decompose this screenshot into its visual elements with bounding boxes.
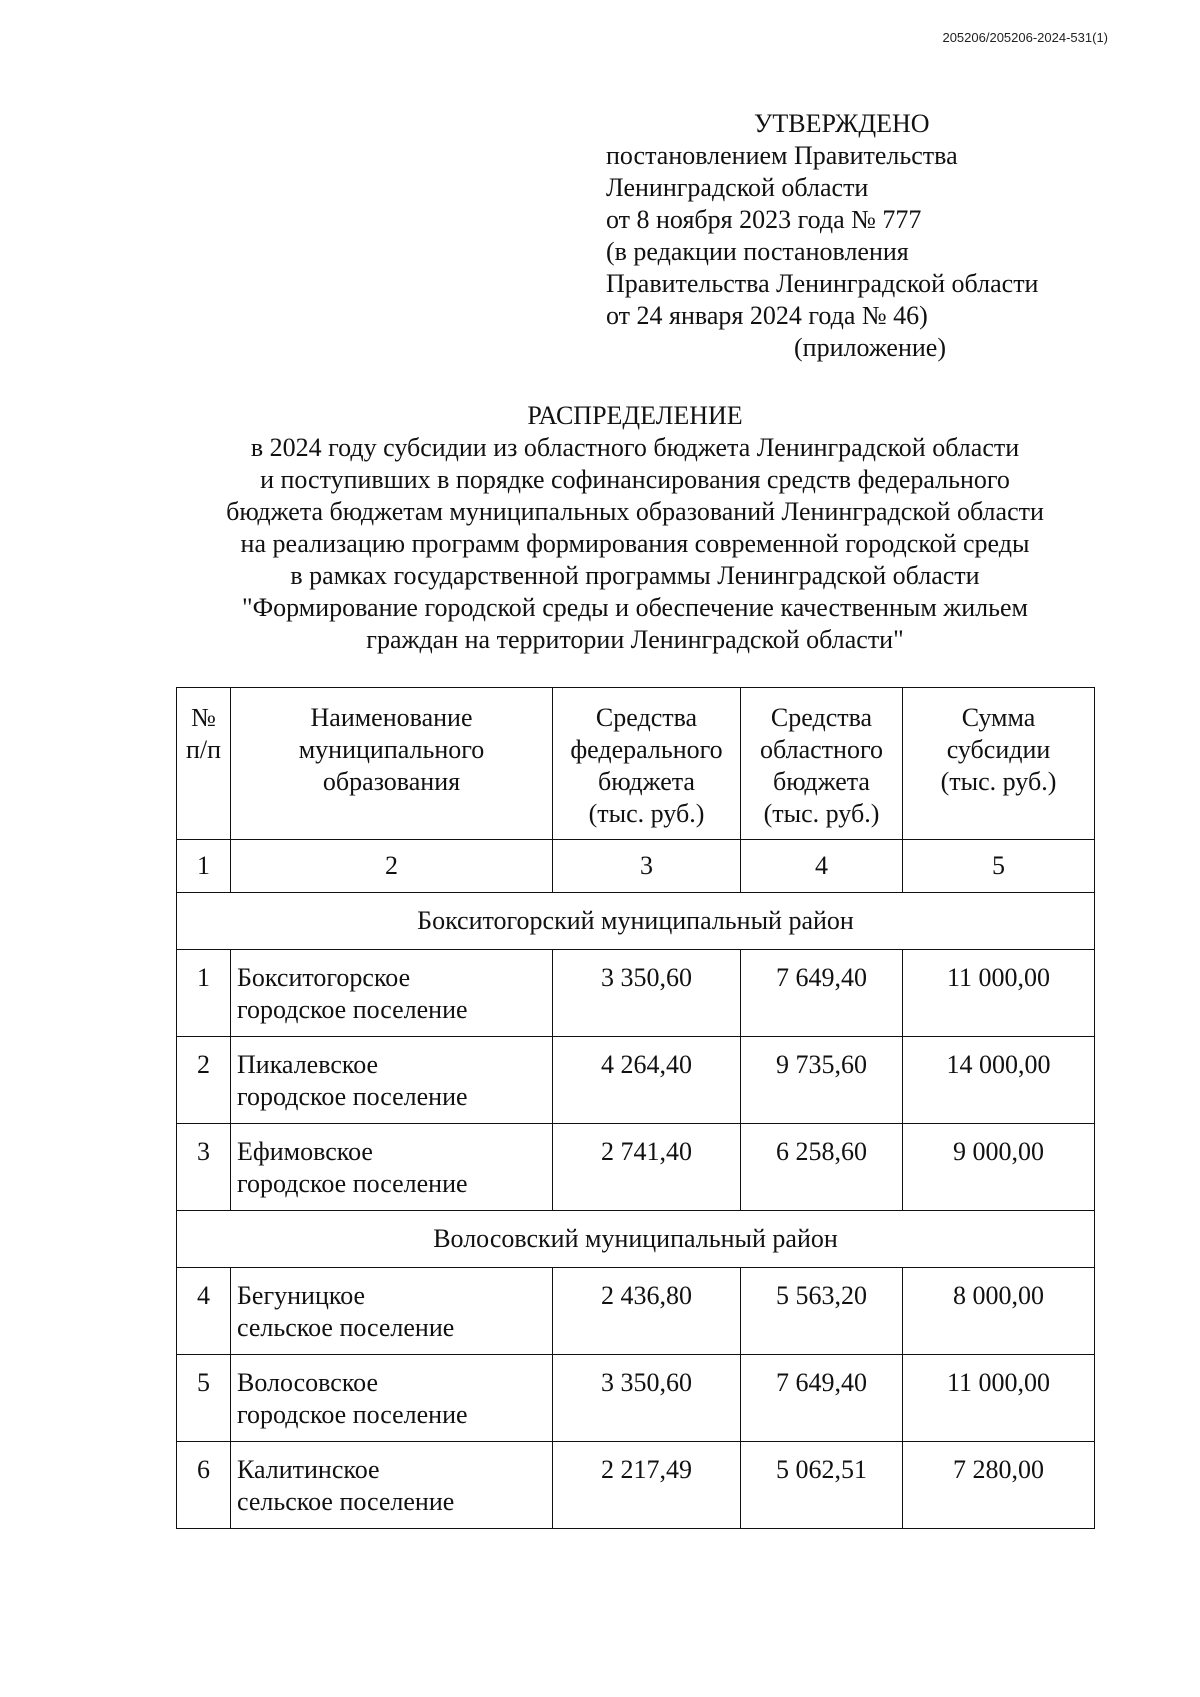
regional-value: 6 258,60 [741, 1124, 903, 1211]
row-number: 6 [177, 1442, 231, 1529]
regional-value: 5 062,51 [741, 1442, 903, 1529]
column-index: 2 [231, 840, 553, 893]
regional-value: 9 735,60 [741, 1037, 903, 1124]
municipality-name: Калитинское сельское поселение [231, 1442, 553, 1529]
table-row [177, 950, 1095, 1037]
row-number: 5 [177, 1355, 231, 1442]
total-value: 14 000,00 [903, 1037, 1095, 1124]
federal-value: 2 217,49 [553, 1442, 741, 1529]
header-subsidy-total: Сумма субсидии (тыс. руб.) [903, 688, 1095, 840]
table-row [177, 1442, 1095, 1529]
approval-line: (в редакции постановления [606, 237, 909, 266]
section-title: Бокситогорский муниципальный район [177, 893, 1095, 950]
approval-line: Ленинградской области [606, 173, 869, 202]
row-number: 3 [177, 1124, 231, 1211]
approval-title: УТВЕРЖДЕНО [754, 109, 930, 138]
municipality-name: Пикалевское городское поселение [231, 1037, 553, 1124]
appendix-note: (приложение) [794, 333, 947, 362]
heading-line: бюджета бюджетам муниципальных образований Ленинградской области [226, 497, 1044, 526]
federal-value: 2 741,40 [553, 1124, 741, 1211]
document-heading [170, 400, 1100, 656]
column-index: 4 [741, 840, 903, 893]
row-number: 4 [177, 1268, 231, 1355]
document-id: 205206/205206-2024-531(1) [942, 30, 1108, 45]
column-index: 1 [177, 840, 231, 893]
approval-line: от 8 ноября 2023 года № 777 [606, 205, 922, 234]
table-header-row [177, 688, 1095, 840]
regional-value: 5 563,20 [741, 1268, 903, 1355]
table-row [177, 1124, 1095, 1211]
heading-line: "Формирование городской среды и обеспечение качественным жильем [241, 593, 1028, 622]
subsidy-table [176, 687, 1095, 1529]
federal-value: 3 350,60 [553, 1355, 741, 1442]
section-row [177, 1211, 1095, 1268]
approval-line: Правительства Ленинградской области [606, 269, 1039, 298]
section-title: Волосовский муниципальный район [177, 1211, 1095, 1268]
header-federal-funds: Средства федерального бюджета (тыс. руб.) [553, 688, 741, 840]
municipality-name: Волосовское городское поселение [231, 1355, 553, 1442]
regional-value: 7 649,40 [741, 950, 903, 1037]
approval-stamp [606, 108, 1038, 364]
table-row [177, 1355, 1095, 1442]
header-number: № п/п [177, 688, 231, 840]
federal-value: 3 350,60 [553, 950, 741, 1037]
heading-line: в рамках государственной программы Ленинградской области [290, 561, 980, 590]
heading-line: граждан на территории Ленинградской области" [366, 625, 904, 654]
total-value: 9 000,00 [903, 1124, 1095, 1211]
total-value: 8 000,00 [903, 1268, 1095, 1355]
header-municipality: Наименование муниципального образования [231, 688, 553, 840]
row-number: 2 [177, 1037, 231, 1124]
approval-line: от 24 января 2024 года № 46) [606, 301, 928, 330]
column-index: 5 [903, 840, 1095, 893]
heading-title: РАСПРЕДЕЛЕНИЕ [527, 401, 743, 430]
section-row [177, 893, 1095, 950]
table-row [177, 1268, 1095, 1355]
column-index-row [177, 840, 1095, 893]
heading-line: в 2024 году субсидии из областного бюджета Ленинградской области [250, 433, 1020, 462]
approval-line: постановлением Правительства [606, 141, 958, 170]
municipality-name: Бегуницкое сельское поселение [231, 1268, 553, 1355]
table-row [177, 1037, 1095, 1124]
regional-value: 7 649,40 [741, 1355, 903, 1442]
row-number: 1 [177, 950, 231, 1037]
total-value: 11 000,00 [903, 950, 1095, 1037]
municipality-name: Бокситогорское городское поселение [231, 950, 553, 1037]
federal-value: 2 436,80 [553, 1268, 741, 1355]
heading-line: и поступивших в порядке софинансирования средств федерального [260, 465, 1010, 494]
total-value: 7 280,00 [903, 1442, 1095, 1529]
total-value: 11 000,00 [903, 1355, 1095, 1442]
municipality-name: Ефимовское городское поселение [231, 1124, 553, 1211]
column-index: 3 [553, 840, 741, 893]
federal-value: 4 264,40 [553, 1037, 741, 1124]
header-regional-funds: Средства областного бюджета (тыс. руб.) [741, 688, 903, 840]
heading-line: на реализацию программ формирования современной городской среды [240, 529, 1030, 558]
